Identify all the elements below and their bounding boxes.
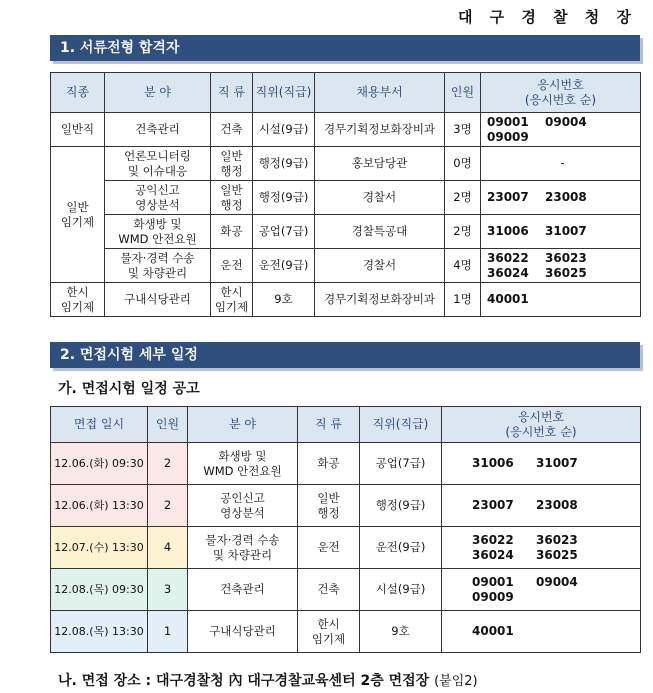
series-cell: 일반 행정 xyxy=(211,147,253,181)
field-cell: 구내식당관리 xyxy=(188,611,298,653)
table-row xyxy=(51,527,641,569)
organization-name: 대 구 경 찰 청 장 xyxy=(457,8,637,26)
applicants-table xyxy=(50,72,641,317)
exam-number: 36025 xyxy=(536,547,578,562)
exam-number: 36022 xyxy=(487,250,529,265)
header-field: 분 야 xyxy=(188,407,298,443)
exam-number-cell xyxy=(481,215,641,249)
section2-title: 2. 면접시험 세부 일정 xyxy=(50,342,640,368)
exam-number: 31007 xyxy=(545,224,587,238)
exam-number: 36023 xyxy=(545,250,587,265)
exam-number: - xyxy=(560,156,565,170)
table-row xyxy=(51,249,641,283)
grade-cell: 운전(9급) xyxy=(253,249,315,283)
count-cell: 3명 xyxy=(445,113,481,147)
header-series: 직 류 xyxy=(211,73,253,113)
dept-cell: 경찰특공대 xyxy=(315,215,445,249)
series-cell: 한시 임기제 xyxy=(298,611,360,653)
dept-cell: 홍보담당관 xyxy=(315,147,445,181)
count-cell: 4명 xyxy=(445,249,481,283)
table-row xyxy=(51,611,641,653)
dept-cell: 경찰서 xyxy=(315,249,445,283)
exam-number: 36023 xyxy=(536,532,578,547)
series-cell: 운전 xyxy=(298,527,360,569)
field-cell: 공인신고 영상분석 xyxy=(188,485,298,527)
exam-number: 09001 xyxy=(487,114,529,129)
field-cell: 공익신고 영상분석 xyxy=(105,181,211,215)
header-datetime: 면접 일시 xyxy=(51,407,148,443)
table-row xyxy=(51,113,641,147)
series-cell: 일반 행정 xyxy=(211,181,253,215)
datetime-cell: 12.08.(목) 09:30 xyxy=(51,569,148,611)
interview-schedule-table xyxy=(50,406,641,653)
field-cell: 물자·경력 수송 및 차량관리 xyxy=(188,527,298,569)
grade-cell: 9호 xyxy=(253,283,315,317)
grade-cell: 시설(9급) xyxy=(360,569,442,611)
interview-location-note: (붙임2) xyxy=(434,674,478,689)
grade-cell: 운전(9급) xyxy=(360,527,442,569)
header-grade: 직위(직급) xyxy=(253,73,315,113)
field-cell: 화생방 및 WMD 안전요원 xyxy=(188,443,298,485)
exam-number: 09009 xyxy=(487,129,529,144)
exam-number-cell xyxy=(442,443,641,485)
exam-number: 31006 xyxy=(472,456,514,470)
table-row xyxy=(51,485,641,527)
grade-cell: 시설(9급) xyxy=(253,113,315,147)
exam-number-cell xyxy=(481,249,641,283)
table-row xyxy=(51,569,641,611)
exam-number: 09004 xyxy=(545,114,587,129)
exam-number: 36022 xyxy=(472,532,514,547)
header-series: 직 류 xyxy=(298,407,360,443)
field-cell: 언론모니터링 및 이슈대응 xyxy=(105,147,211,181)
count-cell: 0명 xyxy=(445,147,481,181)
grade-cell: 9호 xyxy=(360,611,442,653)
exam-number-cell xyxy=(442,611,641,653)
exam-number: 23007 xyxy=(472,498,514,512)
datetime-cell: 12.07.(수) 13:30 xyxy=(51,527,148,569)
exam-number: 09009 xyxy=(472,589,514,604)
exam-number: 23008 xyxy=(545,190,587,204)
header-field: 분 야 xyxy=(105,73,211,113)
exam-number-cell xyxy=(481,181,641,215)
datetime-cell: 12.06.(화) 13:30 xyxy=(51,485,148,527)
header-exam-number: 응시번호 (응시번호 순) xyxy=(442,407,641,443)
job-type-cell: 한시 임기제 xyxy=(51,283,105,317)
interview-location-label: 나. 면접 장소 : 대구경찰청 內 대구경찰교육센터 2층 면접장 xyxy=(58,673,430,689)
exam-number-cell xyxy=(442,527,641,569)
grade-cell: 행정(9급) xyxy=(360,485,442,527)
exam-number-cell xyxy=(481,113,641,147)
exam-number: 36025 xyxy=(545,265,587,280)
grade-cell: 공업(7급) xyxy=(360,443,442,485)
field-cell: 건축관리 xyxy=(105,113,211,147)
exam-number: 36024 xyxy=(472,547,514,562)
exam-number: 09004 xyxy=(536,574,578,589)
header-count: 인원 xyxy=(148,407,188,443)
interview-location xyxy=(58,670,478,690)
header-grade: 직위(직급) xyxy=(360,407,442,443)
series-cell: 건축 xyxy=(298,569,360,611)
job-type-cell: 일반직 xyxy=(51,113,105,147)
datetime-cell: 12.08.(목) 13:30 xyxy=(51,611,148,653)
exam-number: 31006 xyxy=(487,224,529,238)
exam-number: 40001 xyxy=(472,624,514,638)
exam-number-cell xyxy=(481,283,641,317)
series-cell: 화공 xyxy=(211,215,253,249)
section2-subtitle: 가. 면접시험 일정 공고 xyxy=(58,381,200,397)
job-type-cell: 일반 임기제 xyxy=(51,147,105,283)
field-cell: 건축관리 xyxy=(188,569,298,611)
exam-number: 23008 xyxy=(536,498,578,512)
table-row xyxy=(51,181,641,215)
series-cell: 운전 xyxy=(211,249,253,283)
section1-title: 1. 서류전형 합격자 xyxy=(50,35,640,61)
header-type: 직종 xyxy=(51,73,105,113)
table-row xyxy=(51,443,641,485)
dept-cell: 경찰서 xyxy=(315,181,445,215)
exam-number: 31007 xyxy=(536,456,578,470)
exam-number: 40001 xyxy=(487,292,529,306)
count-cell: 2 xyxy=(148,443,188,485)
exam-number-cell xyxy=(442,485,641,527)
exam-number-cell xyxy=(481,147,641,181)
grade-cell: 행정(9급) xyxy=(253,181,315,215)
field-cell: 구내식당관리 xyxy=(105,283,211,317)
dept-cell: 경무기획정보화장비과 xyxy=(315,283,445,317)
table-row xyxy=(51,283,641,317)
grade-cell: 공업(7급) xyxy=(253,215,315,249)
dept-cell: 경무기획정보화장비과 xyxy=(315,113,445,147)
count-cell: 4 xyxy=(148,527,188,569)
datetime-cell: 12.06.(화) 09:30 xyxy=(51,443,148,485)
series-cell: 한시 임기제 xyxy=(211,283,253,317)
table-row xyxy=(51,147,641,181)
count-cell: 2명 xyxy=(445,181,481,215)
table-row xyxy=(51,215,641,249)
count-cell: 2 xyxy=(148,485,188,527)
field-cell: 화생방 및 WMD 안전요원 xyxy=(105,215,211,249)
grade-cell: 행정(9급) xyxy=(253,147,315,181)
count-cell: 3 xyxy=(148,569,188,611)
series-cell: 화공 xyxy=(298,443,360,485)
header-dept: 채용부서 xyxy=(315,73,445,113)
series-cell: 건축 xyxy=(211,113,253,147)
series-cell: 일반 행정 xyxy=(298,485,360,527)
field-cell: 물자·경력 수송 및 차량관리 xyxy=(105,249,211,283)
exam-number-cell xyxy=(442,569,641,611)
exam-number: 36024 xyxy=(487,265,529,280)
count-cell: 1 xyxy=(148,611,188,653)
header-count: 인원 xyxy=(445,73,481,113)
exam-number: 09001 xyxy=(472,574,514,589)
count-cell: 2명 xyxy=(445,215,481,249)
count-cell: 1명 xyxy=(445,283,481,317)
header-exam-number: 응시번호 (응시번호 순) xyxy=(481,73,641,113)
exam-number: 23007 xyxy=(487,190,529,204)
